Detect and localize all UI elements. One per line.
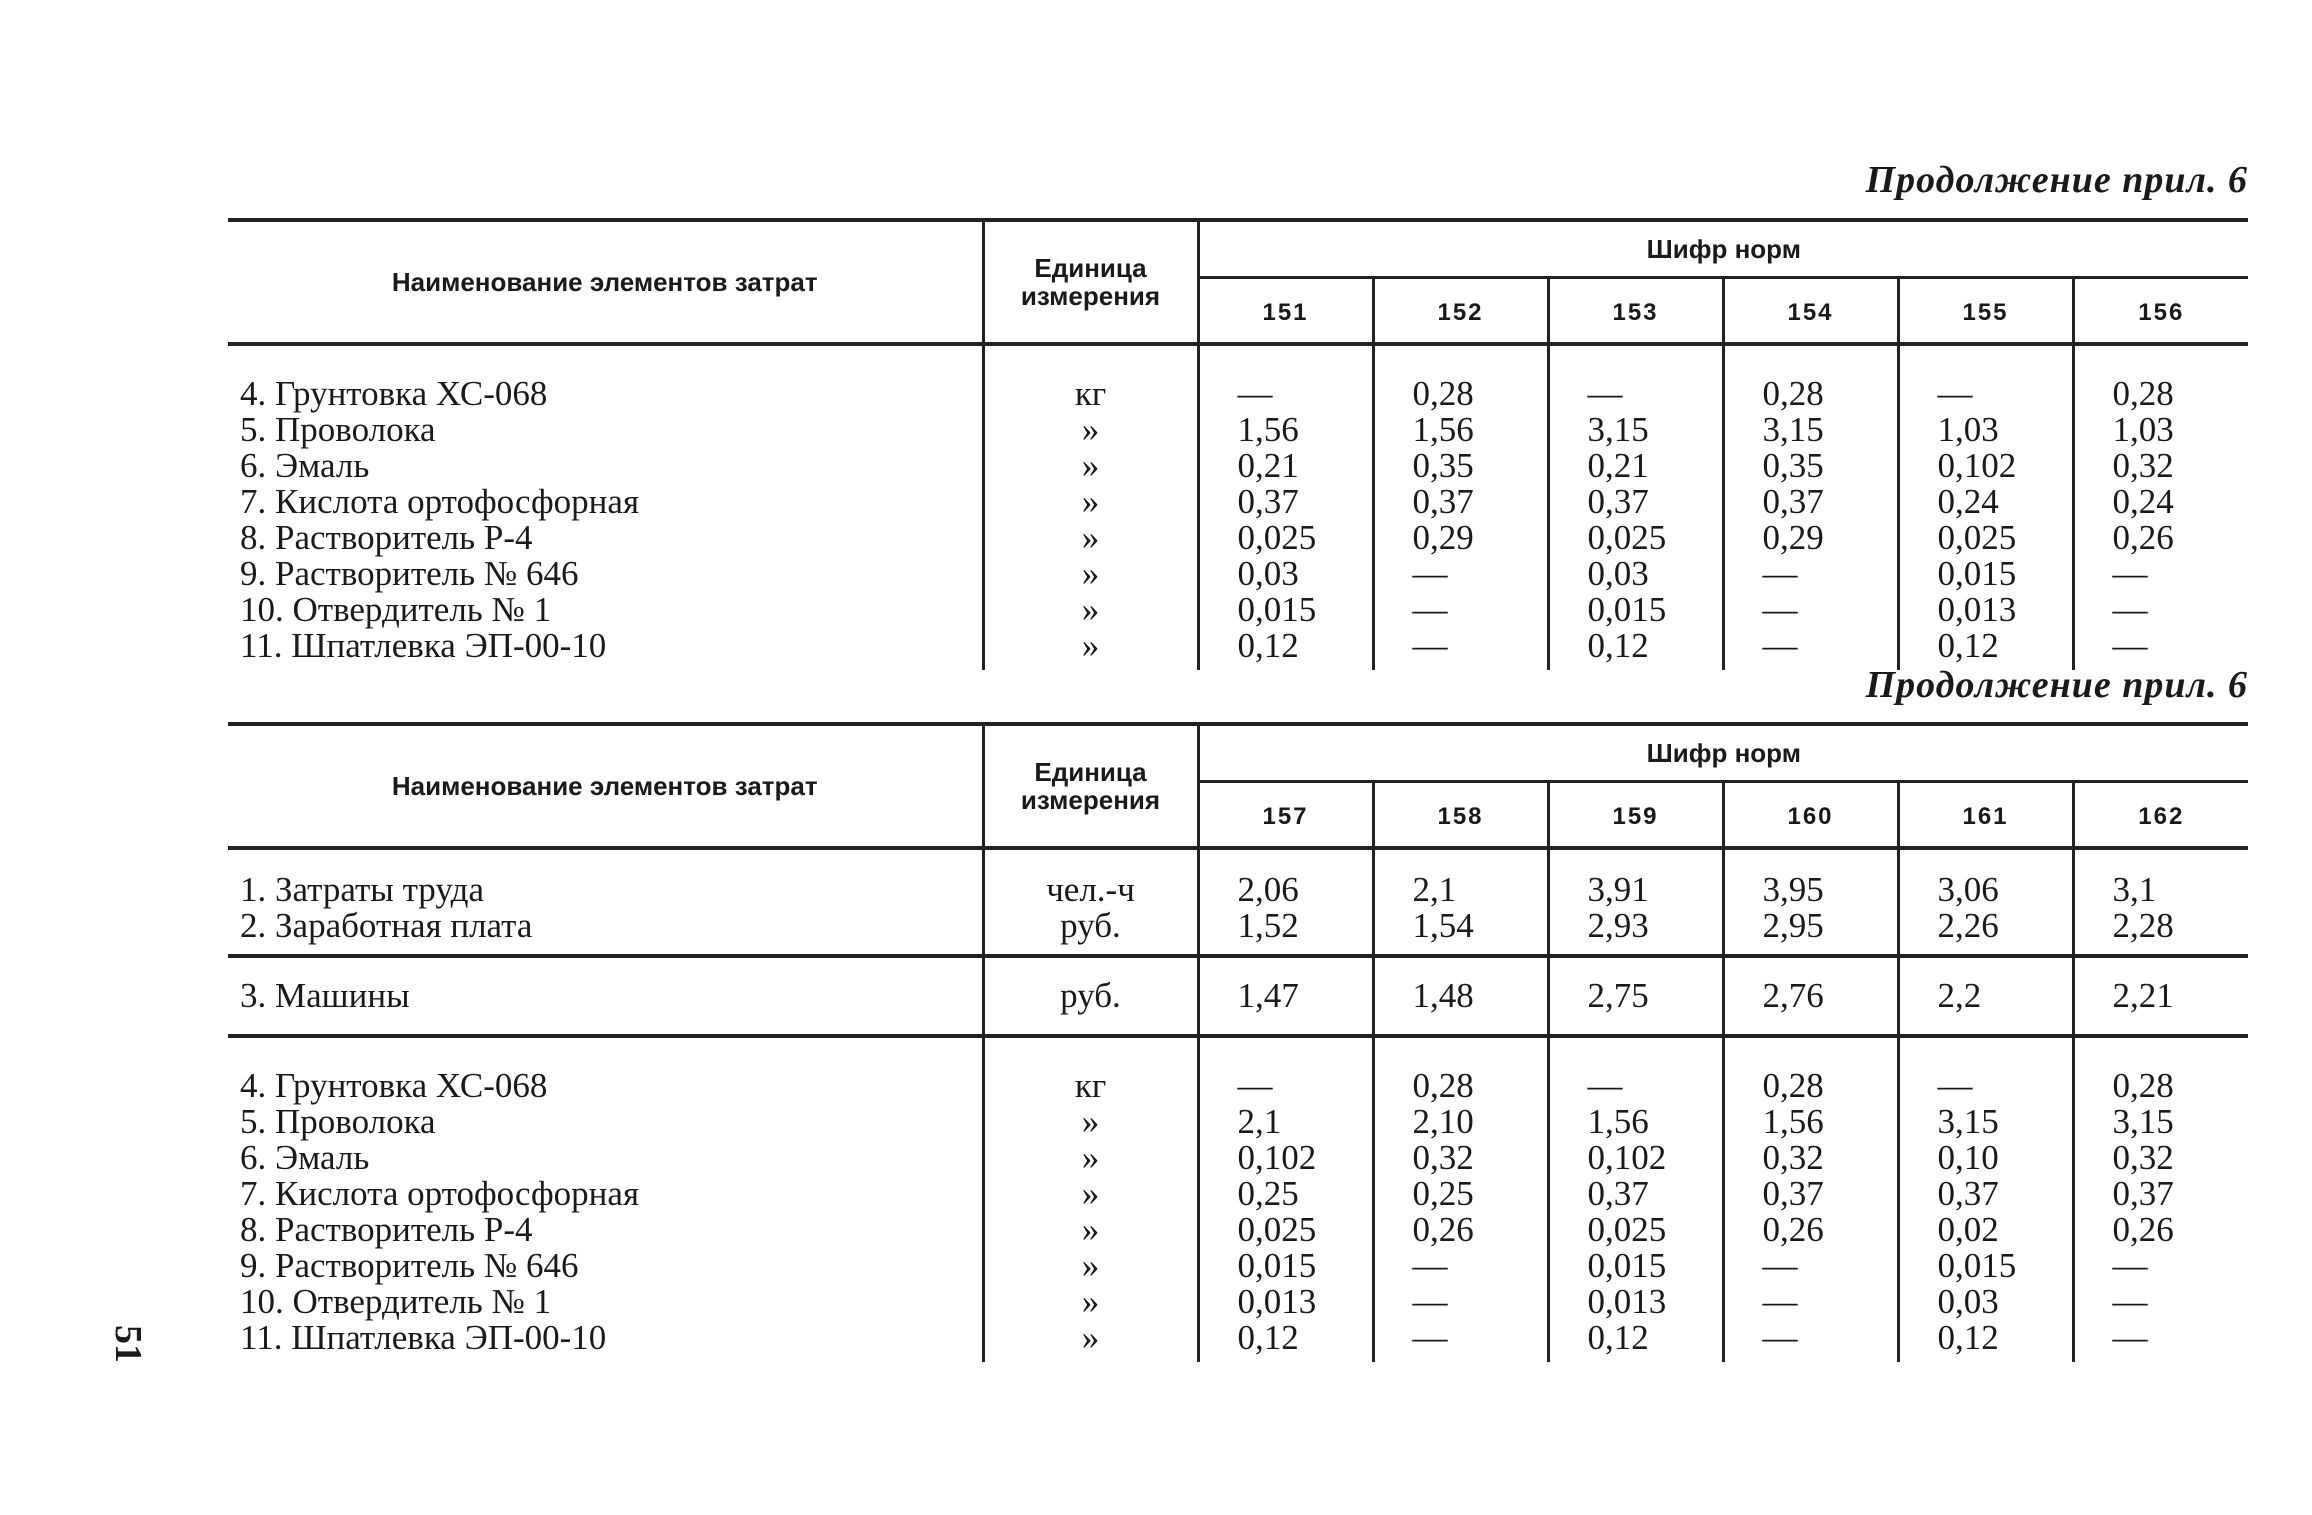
row-unit: » (1081, 1138, 1100, 1177)
row-unit: » (1081, 1246, 1100, 1285)
code-153: 153 (1548, 278, 1723, 345)
code-155: 155 (1898, 278, 2073, 345)
row-name: 6. Эмаль (240, 446, 370, 485)
row-unit: » (1081, 1282, 1100, 1321)
cell-value: 0,26 (1762, 1210, 1824, 1249)
cell-value: 3,95 (1762, 870, 1824, 909)
cell-value: — (1412, 1282, 1448, 1321)
row-name: 2. Заработная плата (240, 906, 533, 945)
code-151: 151 (1198, 278, 1373, 345)
cell-value: 0,32 (2112, 1138, 2174, 1177)
cell-value: — (1762, 1282, 1798, 1321)
row-name: 11. Шпатлевка ЭП-00-10 (240, 626, 607, 665)
continuation-label-1: Продолжение прил. 6 (1865, 159, 2248, 201)
cell-value: 0,02 (1937, 1210, 1999, 1249)
row-unit: кг (1074, 1066, 1107, 1105)
cell-value: 1,03 (2112, 410, 2174, 449)
cell-value: 0,12 (1587, 626, 1649, 665)
code-162: 162 (2073, 782, 2248, 849)
cell-value: — (1412, 1318, 1448, 1357)
cell-value: — (1237, 374, 1273, 413)
cell-value: 2,1 (1237, 1102, 1282, 1141)
header-name-2: Наименование элементов затрат (228, 724, 983, 848)
cell-value: 0,025 (1937, 518, 2017, 557)
table2-b1-col-159 (1548, 848, 1723, 956)
cell-value: 3,91 (1587, 870, 1649, 909)
cell-value: 0,28 (1412, 1066, 1474, 1105)
cell-value: — (1762, 1246, 1798, 1285)
cell-value: 0,28 (1762, 1066, 1824, 1105)
cell-value: 0,102 (1937, 446, 2017, 485)
table1-units (983, 344, 1198, 670)
code-158: 158 (1373, 782, 1548, 849)
cell-value: 3,15 (1937, 1102, 1999, 1141)
header-shifr-2: Шифр норм (1198, 724, 2248, 782)
cell-value: — (2112, 626, 2148, 665)
cell-value: 0,37 (1762, 482, 1824, 521)
cell-value: 0,21 (1587, 446, 1649, 485)
code-156: 156 (2073, 278, 2248, 345)
row-name: 3. Машины (240, 976, 410, 1015)
cell-value: 1,56 (1237, 410, 1299, 449)
cell-value: 0,28 (2112, 374, 2174, 413)
cell-value: 0,37 (1587, 482, 1649, 521)
header-unit-2 (983, 724, 1198, 848)
table2-b2-col-161 (1898, 956, 2073, 1036)
table2-b1-col-162 (2073, 848, 2248, 956)
header-unit-line1: Единица (1034, 757, 1147, 787)
cell-value: 2,06 (1237, 870, 1299, 909)
cell-value: 2,93 (1587, 906, 1649, 945)
row-unit: руб. (1060, 906, 1121, 945)
cell-value: — (1412, 626, 1448, 665)
row-name: 10. Отвердитель № 1 (240, 590, 552, 629)
cell-value: 0,21 (1237, 446, 1299, 485)
row-name: 8. Растворитель Р-4 (240, 518, 533, 557)
table2-b3-col-160 (1723, 1036, 1898, 1362)
table1-col-152 (1373, 344, 1548, 670)
code-161: 161 (1898, 782, 2073, 849)
row-unit: » (1081, 1210, 1100, 1249)
cell-value: 3,06 (1937, 870, 1999, 909)
cell-value: — (1762, 590, 1798, 629)
table2-b1-col-157 (1198, 848, 1373, 956)
table2-b2-col-157 (1198, 956, 1373, 1036)
cell-value: — (1587, 374, 1623, 413)
row-name: 11. Шпатлевка ЭП-00-10 (240, 1318, 607, 1357)
cell-value: 0,28 (1412, 374, 1474, 413)
cell-value: 0,24 (2112, 482, 2174, 521)
header-unit-line2: измерения (1020, 281, 1161, 311)
cell-value: 0,35 (1412, 446, 1474, 485)
table2-b2-col-158 (1373, 956, 1548, 1036)
table-151-156 (228, 218, 2248, 670)
table2-b1-units (983, 848, 1198, 956)
row-unit: чел.-ч (1046, 870, 1135, 909)
table2-b3-names (228, 1036, 983, 1362)
cell-value: 3,15 (1762, 410, 1824, 449)
table2-labor-block (228, 848, 2248, 956)
cell-value: 2,28 (2112, 906, 2174, 945)
table2-b3-col-159 (1548, 1036, 1723, 1362)
header-shifr: Шифр норм (1198, 220, 2248, 278)
cell-value: — (2112, 590, 2148, 629)
row-name: 10. Отвердитель № 1 (240, 1282, 552, 1321)
page-number: 51 (107, 1325, 149, 1363)
cell-value: 0,015 (1937, 554, 2017, 593)
cell-value: 2,21 (2112, 976, 2174, 1015)
cell-value: 0,015 (1937, 1246, 2017, 1285)
row-name: 4. Грунтовка ХС-068 (240, 1066, 548, 1105)
cell-value: 1,48 (1412, 976, 1474, 1015)
header-unit-line1: Единица (1034, 253, 1147, 283)
table1-col-156 (2073, 344, 2248, 670)
cell-value: 0,25 (1412, 1174, 1474, 1213)
norms-table-151-156 (228, 218, 2248, 670)
table2-machines-block (228, 956, 2248, 1036)
table2-b2-names (228, 956, 983, 1036)
table1-materials-block (228, 344, 2248, 670)
table1-col-153 (1548, 344, 1723, 670)
cell-value: 2,26 (1937, 906, 1999, 945)
cell-value: — (1762, 626, 1798, 665)
cell-value: 0,28 (1762, 374, 1824, 413)
row-name: 7. Кислота ортофосфорная (240, 482, 640, 521)
table2-b2-col-160 (1723, 956, 1898, 1036)
cell-value: 0,013 (1587, 1282, 1667, 1321)
cell-value: 0,12 (1237, 1318, 1299, 1357)
cell-value: — (2112, 1318, 2148, 1357)
cell-value: 0,24 (1937, 482, 1999, 521)
code-159: 159 (1548, 782, 1723, 849)
row-name: 4. Грунтовка ХС-068 (240, 374, 548, 413)
cell-value: 1,56 (1587, 1102, 1649, 1141)
code-152: 152 (1373, 278, 1548, 345)
cell-value: — (2112, 554, 2148, 593)
table2-b3-units (983, 1036, 1198, 1362)
cell-value: 1,52 (1237, 906, 1299, 945)
table2-materials-block (228, 1036, 2248, 1362)
cell-value: 0,32 (1412, 1138, 1474, 1177)
row-name: 5. Проволока (240, 1102, 436, 1141)
cell-value: — (1237, 1066, 1273, 1105)
row-unit: » (1081, 1102, 1100, 1141)
cell-value: 0,25 (1237, 1174, 1299, 1213)
table2-b2-units (983, 956, 1198, 1036)
cell-value: 2,76 (1762, 976, 1824, 1015)
cell-value: — (1412, 1246, 1448, 1285)
cell-value: — (2112, 1282, 2148, 1321)
cell-value: 1,56 (1412, 410, 1474, 449)
cell-value: 2,75 (1587, 976, 1649, 1015)
cell-value: — (1762, 1318, 1798, 1357)
table-157-162 (228, 722, 2248, 1362)
row-name: 8. Растворитель Р-4 (240, 1210, 533, 1249)
table2-b3-col-157 (1198, 1036, 1373, 1362)
cell-value: 0,37 (2112, 1174, 2174, 1213)
cell-value: 0,025 (1587, 518, 1667, 557)
cell-value: — (1412, 590, 1448, 629)
row-name: 9. Растворитель № 646 (240, 1246, 579, 1285)
cell-value: — (1412, 554, 1448, 593)
cell-value: — (1937, 1066, 1973, 1105)
row-unit: » (1081, 410, 1100, 449)
cell-value: 0,03 (1237, 554, 1299, 593)
row-unit: » (1081, 482, 1100, 521)
table1-col-151 (1198, 344, 1373, 670)
table2-b1-col-158 (1373, 848, 1548, 956)
cell-value: 2,95 (1762, 906, 1824, 945)
cell-value: 0,013 (1937, 590, 2017, 629)
cell-value: 3,15 (1587, 410, 1649, 449)
cell-value: 0,12 (1937, 1318, 1999, 1357)
cell-value: 0,03 (1937, 1282, 1999, 1321)
cell-value: 0,29 (1412, 518, 1474, 557)
row-unit: » (1081, 518, 1100, 557)
cell-value: 0,025 (1237, 518, 1317, 557)
cell-value: 0,015 (1587, 590, 1667, 629)
header-unit-line2: измерения (1020, 785, 1161, 815)
table2-b2-col-159 (1548, 956, 1723, 1036)
cell-value: 0,32 (1762, 1138, 1824, 1177)
table2-b3-col-162 (2073, 1036, 2248, 1362)
row-name: 1. Затраты труда (240, 870, 484, 909)
cell-value: 0,013 (1237, 1282, 1317, 1321)
cell-value: 0,025 (1587, 1210, 1667, 1249)
cell-value: 0,32 (2112, 446, 2174, 485)
row-name: 9. Растворитель № 646 (240, 554, 579, 593)
norms-table-157-162 (228, 722, 2248, 1362)
cell-value: 0,102 (1237, 1138, 1317, 1177)
cell-value: 0,37 (1237, 482, 1299, 521)
continuation-label-2: Продолжение прил. 6 (1865, 664, 2248, 706)
table2-b3-col-161 (1898, 1036, 2073, 1362)
cell-value: 0,12 (1237, 626, 1299, 665)
cell-value: 0,37 (1587, 1174, 1649, 1213)
table1-col-154 (1723, 344, 1898, 670)
cell-value: 0,26 (2112, 518, 2174, 557)
cell-value: 0,12 (1937, 626, 1999, 665)
table1-col-155 (1898, 344, 2073, 670)
row-unit: » (1081, 590, 1100, 629)
cell-value: 2,10 (1412, 1102, 1474, 1141)
row-unit: » (1081, 446, 1100, 485)
cell-value: 0,29 (1762, 518, 1824, 557)
cell-value: 0,03 (1587, 554, 1649, 593)
row-unit: » (1081, 1174, 1100, 1213)
cell-value: 2,1 (1412, 870, 1457, 909)
cell-value: 2,2 (1937, 976, 1982, 1015)
cell-value: 0,26 (1412, 1210, 1474, 1249)
cell-value: 0,015 (1237, 1246, 1317, 1285)
cell-value: — (2112, 1246, 2148, 1285)
cell-value: 0,37 (1937, 1174, 1999, 1213)
table2-b2-col-162 (2073, 956, 2248, 1036)
table2-b1-col-160 (1723, 848, 1898, 956)
cell-value: 0,28 (2112, 1066, 2174, 1105)
cell-value: 0,10 (1937, 1138, 1999, 1177)
cell-value: — (1937, 374, 1973, 413)
cell-value: 0,015 (1237, 590, 1317, 629)
cell-value: 0,35 (1762, 446, 1824, 485)
row-unit: » (1081, 1318, 1100, 1357)
table2-b1-col-161 (1898, 848, 2073, 956)
cell-value: 3,1 (2112, 870, 2157, 909)
cell-value: 1,47 (1237, 976, 1299, 1015)
table2-b1-names (228, 848, 983, 956)
cell-value: 0,37 (1412, 482, 1474, 521)
cell-value: — (1762, 554, 1798, 593)
header-unit (983, 220, 1198, 344)
row-name: 5. Проволока (240, 410, 436, 449)
cell-value: 0,102 (1587, 1138, 1667, 1177)
cell-value: 1,03 (1937, 410, 1999, 449)
code-154: 154 (1723, 278, 1898, 345)
cell-value: 3,15 (2112, 1102, 2174, 1141)
header-name: Наименование элементов затрат (228, 220, 983, 344)
row-unit: » (1081, 626, 1100, 665)
cell-value: 0,025 (1237, 1210, 1317, 1249)
table2-b3-col-158 (1373, 1036, 1548, 1362)
code-160: 160 (1723, 782, 1898, 849)
cell-value: 0,015 (1587, 1246, 1667, 1285)
cell-value: — (1587, 1066, 1623, 1105)
row-unit: кг (1074, 374, 1107, 413)
row-name: 7. Кислота ортофосфорная (240, 1174, 640, 1213)
cell-value: 0,26 (2112, 1210, 2174, 1249)
cell-value: 1,56 (1762, 1102, 1824, 1141)
table1-names (228, 344, 983, 670)
row-unit: » (1081, 554, 1100, 593)
row-unit: руб. (1060, 976, 1121, 1015)
row-name: 6. Эмаль (240, 1138, 370, 1177)
cell-value: 0,37 (1762, 1174, 1824, 1213)
cell-value: 1,54 (1412, 906, 1474, 945)
cell-value: 0,12 (1587, 1318, 1649, 1357)
code-157: 157 (1198, 782, 1373, 849)
